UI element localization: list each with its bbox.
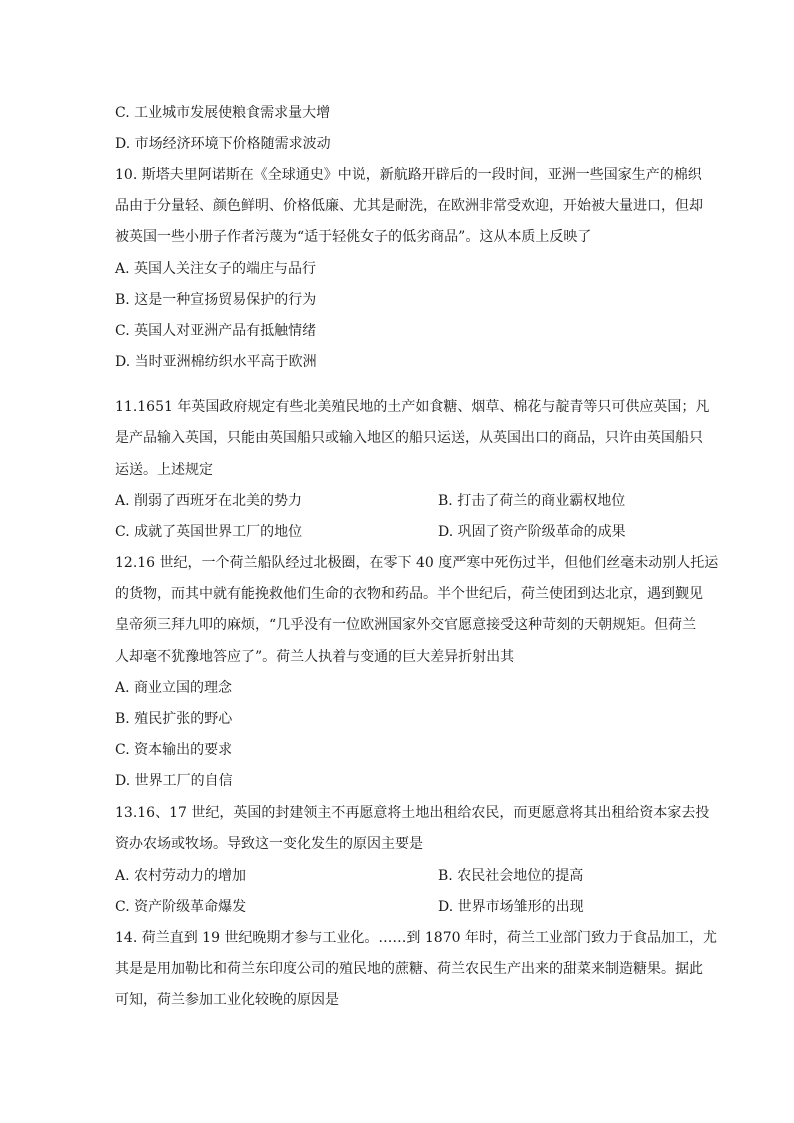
q14-stem-line: 14. 荷兰直到 19 世纪晚期才参与工业化。……到 1870 年时，荷兰工业部门致力于食品加工，尤 bbox=[115, 930, 717, 946]
q11-stem-line: 11.1651 年英国政府规定有些北美殖民地的土产如食糖、烟草、棉花与靛青等只可供应英国；凡 bbox=[115, 399, 710, 415]
q10-option-c: C. 英国人对亚洲产品有抵触情绪 bbox=[115, 323, 317, 339]
q11-option-a: A. 削弱了西班牙在北美的势力 bbox=[115, 493, 303, 509]
q11-option-d: D. 巩固了资产阶级革命的成果 bbox=[438, 524, 626, 540]
q13-option-d: D. 世界市场雏形的出现 bbox=[438, 899, 584, 915]
q14-stem-line: 其是是用加勒比和荷兰东印度公司的殖民地的蔗糖、荷兰农民生产出来的甜菜来制造糖果。据此 bbox=[115, 961, 703, 977]
q12-stem-line: 人却毫不犹豫地答应了”。荷兰人执着与变通的巨大差异折射出其 bbox=[115, 649, 515, 665]
q10-stem-line: 被英国一些小册子作者污蔑为“适于轻佻女子的低劣商品”。这从本质上反映了 bbox=[115, 229, 592, 245]
q13-option-c: C. 资产阶级革命爆发 bbox=[115, 899, 247, 915]
q13-stem-line: 13.16、17 世纪，英国的封建领主不再愿意将土地出租给农民，而更愿意将其出租给资本家去投 bbox=[115, 805, 710, 821]
q12-stem-line: 的货物，而其中就有能挽救他们生命的衣物和药品。半个世纪后，荷兰使团到达北京，遇到觐见 bbox=[115, 586, 703, 602]
q13-option-a: A. 农村劳动力的增加 bbox=[115, 868, 247, 884]
q12-option-b: B. 殖民扩张的野心 bbox=[115, 711, 233, 727]
q10-option-a: A. 英国人关注女子的端庄与品行 bbox=[115, 261, 317, 277]
q11-option-b: B. 打击了荷兰的商业霸权地位 bbox=[438, 493, 626, 509]
q12-option-c: C. 资本输出的要求 bbox=[115, 742, 233, 758]
q12-stem-line: 12.16 世纪，一个荷兰船队经过北极圈，在零下 40 度严寒中死伤过半，但他们丝毫未动别人托运 bbox=[115, 555, 719, 571]
q10-option-b: B. 这是一种宣扬贸易保护的行为 bbox=[115, 292, 317, 308]
q13-stem-line: 资办农场或牧场。导致这一变化发生的原因主要是 bbox=[115, 836, 423, 852]
q9-option-d: D. 市场经济环境下价格随需求波动 bbox=[115, 136, 331, 152]
q10-option-d: D. 当时亚洲棉纺织水平高于欧洲 bbox=[115, 354, 317, 370]
q11-stem-line: 运送。上述规定 bbox=[115, 462, 213, 478]
q10-stem-line: 品由于分量轻、颜色鲜明、价格低廉、尤其是耐洗，在欧洲非常受欢迎，开始被大量进口，但却 bbox=[115, 198, 703, 214]
q13-option-b: B. 农民社会地位的提高 bbox=[438, 868, 584, 884]
q12-stem-line: 皇帝须三拜九叩的麻烦，“几乎没有一位欧洲国家外交官愿意接受这种苛刻的天朝规矩。但荷兰 bbox=[115, 617, 697, 633]
q12-option-d: D. 世界工厂的自信 bbox=[115, 773, 233, 789]
q9-option-c: C. 工业城市发展使粮食需求量大增 bbox=[115, 105, 331, 121]
q11-stem-line: 是产品输入英国，只能由英国船只或输入地区的船只运送，从英国出口的商品，只许由英国船只 bbox=[115, 430, 703, 446]
q14-stem-line: 可知，荷兰参加工业化较晚的原因是 bbox=[115, 992, 339, 1008]
q10-stem-line: 10. 斯塔夫里阿诺斯在《全球通史》中说，新航路开辟后的一段时间，亚洲一些国家生产的棉织 bbox=[115, 167, 702, 183]
q11-option-c: C. 成就了英国世界工厂的地位 bbox=[115, 524, 303, 540]
q12-option-a: A. 商业立国的理念 bbox=[115, 680, 233, 696]
